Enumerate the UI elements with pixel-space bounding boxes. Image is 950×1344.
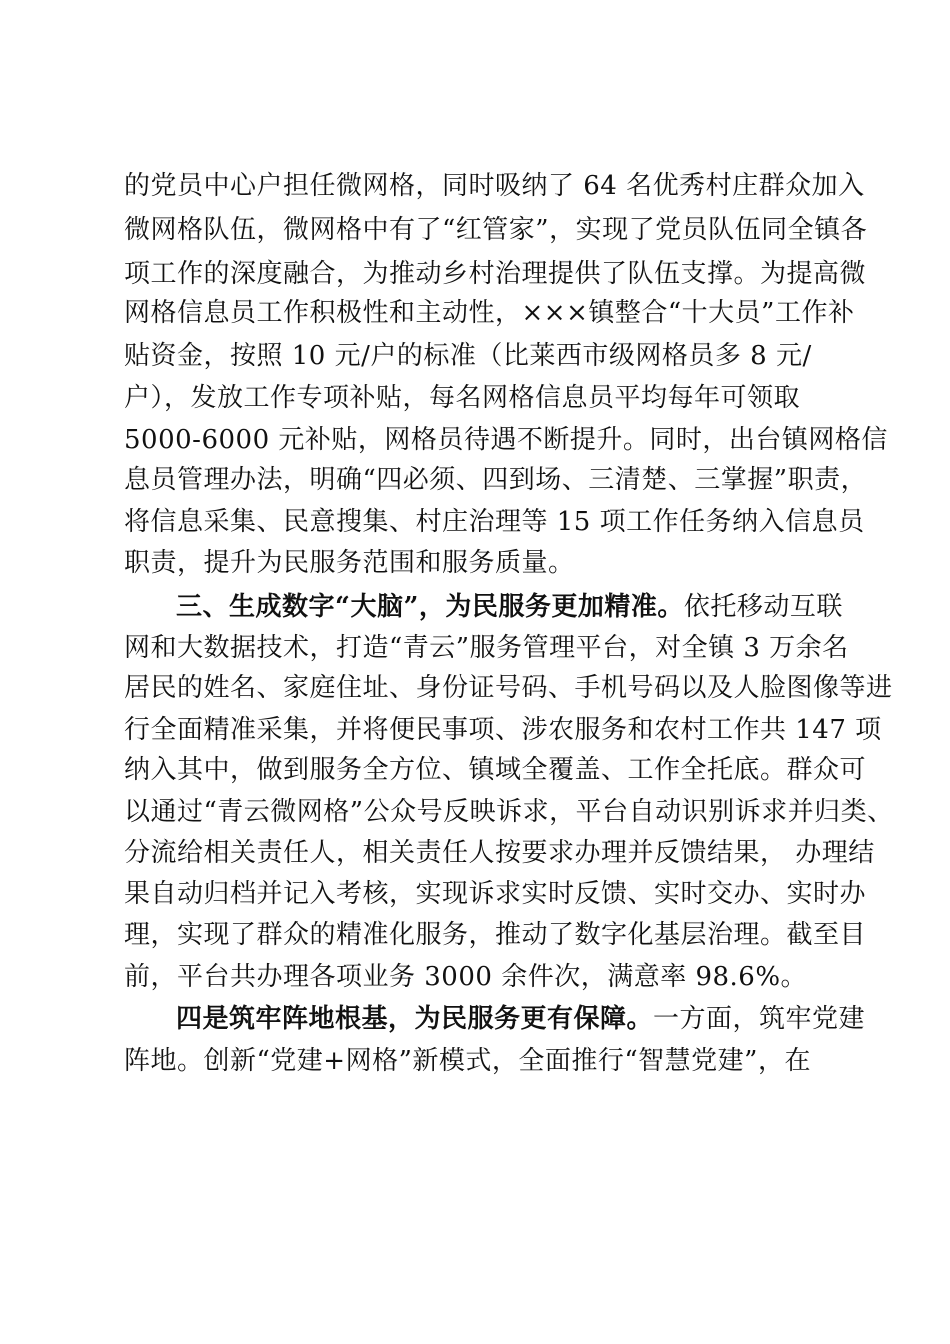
paragraph-line: 户），发放工作专项补贴，每名网格信息员平均每年可领取 [124,383,801,413]
paragraph-line: 的党员中心户担任微网格，同时吸纳了 64 名优秀村庄群众加入 [124,171,865,201]
section-4-text: 一方面，筑牢党建 [653,1004,866,1034]
paragraph-line: 分流给相关责任人，相关责任人按要求办理并反馈结果， 办理结 [124,838,875,868]
paragraph-line: 息员管理办法，明确“四必须、四到场、三清楚、三掌握”职责， [124,465,868,495]
section-3-heading: 三、生成数字“大脑”，为民服务更加精准。 [176,592,684,622]
paragraph-line: 将信息采集、民意搜集、村庄治理等 15 项工作任务纳入信息员 [124,507,865,537]
paragraph-line: 网和大数据技术，打造“青云”服务管理平台，对全镇 3 万余名 [124,633,849,663]
section-4-first-line [176,1002,865,1036]
paragraph-line: 理，实现了群众的精准化服务，推动了数字化基层治理。截至目 [124,920,867,950]
paragraph-line: 项工作的深度融合，为推动乡村治理提供了队伍支撑。为提高微 [124,259,867,289]
paragraph-line: 阵地。创新“党建+网格”新模式，全面推行“智慧党建”，在 [124,1046,811,1076]
paragraph-line: 纳入其中，做到服务全方位、镇域全覆盖、工作全托底。群众可 [124,755,867,785]
paragraph-line: 网格信息员工作积极性和主动性，×××镇整合“十大员”工作补 [124,298,855,328]
paragraph-line: 前，平台共办理各项业务 3000 余件次，满意率 98.6%。 [124,962,808,992]
paragraph-line: 行全面精准采集，并将便民事项、涉农服务和农村工作共 147 项 [124,715,882,745]
paragraph-line: 5000-6000 元补贴，网格员待遇不断提升。同时，出台镇网格信 [124,425,888,455]
paragraph-line: 居民的姓名、家庭住址、身份证号码、手机号码以及人脸图像等进 [124,673,893,703]
paragraph-line: 果自动归档并记入考核，实现诉求实时反馈、实时交办、实时办 [124,879,867,909]
paragraph-line: 职责，提升为民服务范围和服务质量。 [124,548,575,578]
paragraph-line: 贴资金，按照 10 元/户的标准（比莱西市级网格员多 8 元/ [124,341,812,371]
paragraph-line: 以通过“青云微网格”公众号反映诉求，平台自动识别诉求并归类、 [124,797,894,827]
section-3-first-line [176,590,843,624]
section-3-text: 依托移动互联 [683,592,843,622]
section-4-heading: 四是筑牢阵地根基，为民服务更有保障。 [176,1004,654,1034]
paragraph-line: 微网格队伍，微网格中有了“红管家”，实现了党员队伍同全镇各 [124,215,868,245]
